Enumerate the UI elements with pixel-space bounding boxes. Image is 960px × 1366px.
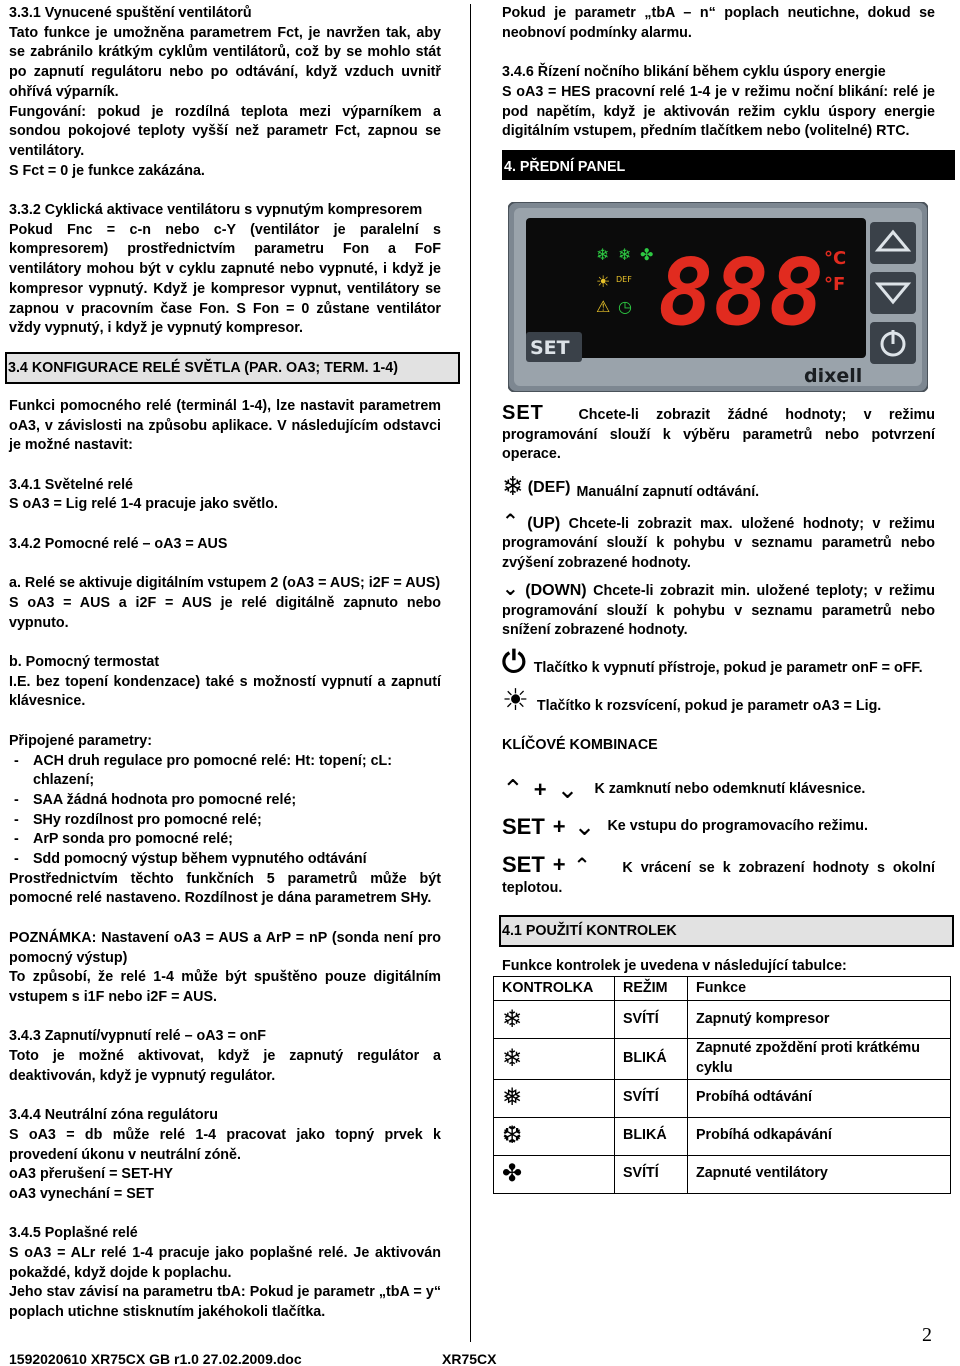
key-up-row [502,510,935,574]
combo-3-text: K vrácení se k zobrazení hodnoty s okolní teplotou. [502,860,935,896]
key-down-row [502,577,935,641]
combo-2-text: Ke vstupu do programovacího režimu. [607,818,869,835]
front-panel-image [508,202,928,392]
section-3-4-5-text: S oA3 = ALr relé 1-4 pracuje jako poplašné relé. Je aktivován pokaždé, když dojde k poplachu. [9,1245,441,1281]
combos-title: KLÍČOVÉ KOMBINACE [502,737,658,754]
section-3-3-1-function: Fungování: pokud je rozdílná teplota mezi výparníkem a sondou pokojové teploty vyšší než parametr Fct, zapnou se ventilátory. [9,103,441,159]
snowflake-icon: ❄ [596,244,610,264]
plus-sign: + [552,814,566,840]
table-row [494,1155,951,1193]
section-4-1-title: 4.1 POUŽITÍ KONTROLEK [502,922,677,939]
section-3-4-4-line1: oA3 přerušení = SET-HY [9,1166,174,1183]
snowflake-icon: ❄ [494,1039,615,1079]
table-row [494,1079,951,1117]
row-mode: SVÍTÍ [615,1079,688,1117]
def-key-text: Manuální zapnutí odtávání. [576,484,760,501]
key-light-row [502,683,935,717]
indicator-table [493,976,951,1193]
brand-logo: dixell [804,364,863,387]
list-item: - SHy rozdílnost pro pomocné relé; [9,811,441,831]
section-3-4-6-title: 3.4.6 Řízení nočního blikání během cyklu úspory energie [502,64,886,81]
section-3-4-4-title: 3.4.4 Neutrální zóna regulátoru [9,1107,218,1124]
power-key-text: Tlačítko k vypnutí přístroje, pokud je parametr onF = oFF. [533,659,923,676]
section-3-4-2-b: b. Pomocný termostat [9,654,160,671]
params-after-text: Prostřednictvím těchto funkčních 5 parametrů může být pomocné relé nastaveno. Rozdílnost je dána parametrem SHy. [9,870,441,907]
combo-2-row [502,811,935,842]
up-key-icon: ⌃ [502,510,519,533]
section-3-3-1-title: 3.3.1 Vynucené spuštění ventilátorů [9,5,252,21]
section-4-title: 4. PŘEDNÍ PANEL [504,158,626,175]
row-mode: BLIKÁ [615,1039,688,1079]
section-3-4-4-text: S oA3 = db může relé 1-4 pracovat jako topný prvek k provedení úkonu v neutrální zóně. [9,1126,441,1163]
list-item: - ArP sonda pro pomocné relé; [9,830,441,850]
section-3-3-1-disabled: S Fct = 0 je funkce zakázána. [9,162,205,179]
down-tag: (DOWN) [525,581,587,599]
section-3-4-text: Funkci pomocného relé (terminál 1-4), lze nastavit parametrem oA3, v závislosti na způsobu aplikace. V následujícím odstavci je možné nastavit: [9,397,441,454]
section-3-4-3-title: 3.4.3 Zapnutí/vypnutí relé – oA3 = onF [9,1028,267,1045]
fan-icon: ✤ [494,1155,615,1193]
section-3-4-5-text-2: Jeho stav závisí na parametru tbA: Pokud je parametr „tbA = y“ poplach utichne stisknutím jakéhokoli tlačítka. [9,1284,441,1321]
combo-3-row [502,852,935,898]
alarm-icon: ⚠ [596,296,611,316]
up-arrow-icon: ⌃ [502,773,524,804]
combo-1-text: K zamknutí nebo odemknutí klávesnice. [594,780,866,797]
section-3-3-2-title: 3.3.2 Cyklická aktivace ventilátoru s vypnutým kompresorem [9,202,423,219]
panel-unit-c: °C [824,247,847,269]
up-tag: (UP) [527,514,561,532]
up-arrow-icon: ⌃ [573,855,591,878]
section-3-4-6-text: S oA3 = HES pracovní relé 1-4 je v režimu noční blikání: relé je pod napětím, když je aktivován režim cyklu úspory energie digitálním vstupem, předním tlačítkem nebo (volitelné) RTC. [502,83,935,140]
panel-set-label: SET [530,336,570,359]
row-function: Zapnuté zpoždění proti krátkému cyklu [688,1039,951,1079]
table-row [494,1001,951,1039]
note-text-2: To způsobí, že relé 1-4 může být spuštěno pouze digitálním vstupem s i1F nebo i2F = AUS. [9,969,441,1005]
section-3-3-1-text: Tato funkce je umožněna parametrem Fct, je navržen tak, aby se zabránilo krátkým cyklům ventilátorů, což by se mohlo stát po zapnutí regulátoru nebo po odtávání, když vzduch uvnitř ohřívá výparník. [9,24,441,100]
row-function: Probíhá odkapávání [688,1117,951,1155]
defrost-icon: ❅ [494,1079,615,1117]
section-4-heading [502,150,955,180]
row-mode: BLIKÁ [615,1117,688,1155]
panel-unit-f: °F [824,273,846,295]
light-key-text: Tlačítko k rozsvícení, pokud je parametr oA3 = Lig. [536,697,882,714]
down-key-text: Chcete-li zobrazit min. uložené teploty; v režimu programování slouží k pohybu v seznamu parametrů nebo snížení zobrazené hodnoty. [502,582,935,639]
continued-text: Pokud je parametr „tbA – n“ poplach neutichne, dokud se neobnoví podmínky alarmu. [502,5,935,41]
snowflake-icon: ❄ [494,1001,615,1039]
set-key-icon: SET [502,852,545,878]
key-def-row [502,469,935,503]
list-item: - SAA žádná hodnota pro pomocné relé; [9,791,441,811]
left-column [9,4,441,1323]
defrost-icon: ❄ [618,244,632,264]
right-column [502,4,935,1194]
row-function: Zapnuté ventilátory [688,1155,951,1193]
row-function: Probíhá odtávání [688,1079,951,1117]
key-power-row [502,645,935,679]
params-list [9,752,441,870]
plus-sign: + [533,776,547,802]
list-item: - Sdd pomocný výstup během vypnutého odtávání [9,850,441,870]
def-tag: (DEF) [527,479,571,497]
section-3-4-3-text: Toto je možné aktivovat, když je zapnutý regulátor a deaktivován, když je vypnutý regulátor. [9,1048,441,1084]
set-key-text: Chcete-li zobrazit žádné hodnoty; v režimu programování slouží k výběru parametrů nebo potvrzení operace. [502,406,935,463]
fan-icon: ✤ [640,244,654,264]
row-mode: SVÍTÍ [615,1155,688,1193]
section-3-4-heading [5,352,460,384]
row-function: Zapnutý kompresor [688,1001,951,1039]
section-3-4-4-line2: oA3 vynechání = SET [9,1185,155,1202]
defrost-key-icon: ❄ [502,470,524,501]
page-number: 2 [922,1324,932,1346]
section-3-3-2-text: Pokud Fnc = c-n nebo c-Y (ventilátor je paralelní s kompresorem) prostřednictvím parametru Fon a FoF ventilátory mohou být v cyklu zapnuté nebo vypnuté, i když je kompresor vypnutý. Když je kompresor vypnut, ventilátory se zapnou v pracovním čase Fon. S Fon = 0 zůstane ventilátor vždy vypnutý, i když je vypnutý kompresor. [9,221,441,337]
footer-doc-name: 1592020610 XR75CX GB r1.0 27.02.2009.doc [9,1351,302,1366]
down-key-icon: ⌄ [502,577,519,600]
section-3-4-2-b-text: I.E. bez topení kondenzace) také s možností vypnutí a zapnutí klávesnice. [9,673,441,710]
params-title: Připojené parametry: [9,732,153,749]
section-3-4-1-text: S oA3 = Lig relé 1-4 pracuje jako světlo. [9,496,278,513]
plus-sign: + [552,852,566,878]
dripping-icon: ❆ [494,1117,615,1155]
section-3-4-2-a-text: S oA3 = AUS a i2F = AUS je relé digitálně zapnuto nebo vypnuto. [9,594,441,631]
set-key-icon: SET [502,814,545,840]
note-text: POZNÁMKA: Nastavení oA3 = AUS a ArP = nP (sonda není pro pomocný výstup) [9,929,441,966]
down-arrow-icon: ⌄ [556,773,579,804]
panel-display: 888 [658,238,825,346]
footer-model: XR75CX [442,1351,497,1366]
header-kontrolka: KONTROLKA [494,977,615,1001]
combo-1-row [502,773,935,804]
section-3-4-5-title: 3.4.5 Poplašné relé [9,1225,138,1242]
header-funkce: Funkce [688,977,951,1001]
header-rezim: REŽIM [615,977,688,1001]
down-arrow-icon: ⌄ [573,811,596,842]
section-3-4-2-a: a. Relé se aktivuje digitálním vstupem 2 (oA3 = AUS; i2F = AUS) [9,575,441,592]
key-set-row [502,401,935,465]
table-header [494,977,951,1001]
up-key-text: Chcete-li zobrazit max. uložené hodnoty; v režimu programování slouží k pohybu v seznamu parametrů nebo zvýšení zobrazené hodnoty. [502,515,935,572]
light-key-icon: ☀ [502,683,529,717]
panel-down-button[interactable] [870,272,916,314]
row-mode: SVÍTÍ [615,1001,688,1039]
column-divider [470,4,471,1342]
panel-up-button[interactable] [870,222,916,264]
light-icon: ☀ [596,271,611,291]
section-3-4-2-title: 3.4.2 Pomocné relé – oA3 = AUS [9,535,228,552]
section-4-1-text: Funkce kontrolek je uvedena v následující tabulce: [502,957,847,974]
power-key-icon: ⏻ [502,645,526,679]
table-row [494,1039,951,1079]
table-row [494,1117,951,1155]
set-key-icon: SET [502,401,544,424]
list-item: - ACH druh regulace pro pomocné relé: Ht: topení; cL: chlazení; [9,752,441,791]
section-4-1-heading [499,915,954,947]
clock-icon: ◷ [618,296,632,316]
section-3-4-title: 3.4 KONFIGURACE RELÉ SVĚTLA (PAR. OA3; TERM. 1-4) [8,359,399,376]
section-3-4-1-title: 3.4.1 Světelné relé [9,476,133,493]
panel-def-label: DEF [616,274,632,284]
